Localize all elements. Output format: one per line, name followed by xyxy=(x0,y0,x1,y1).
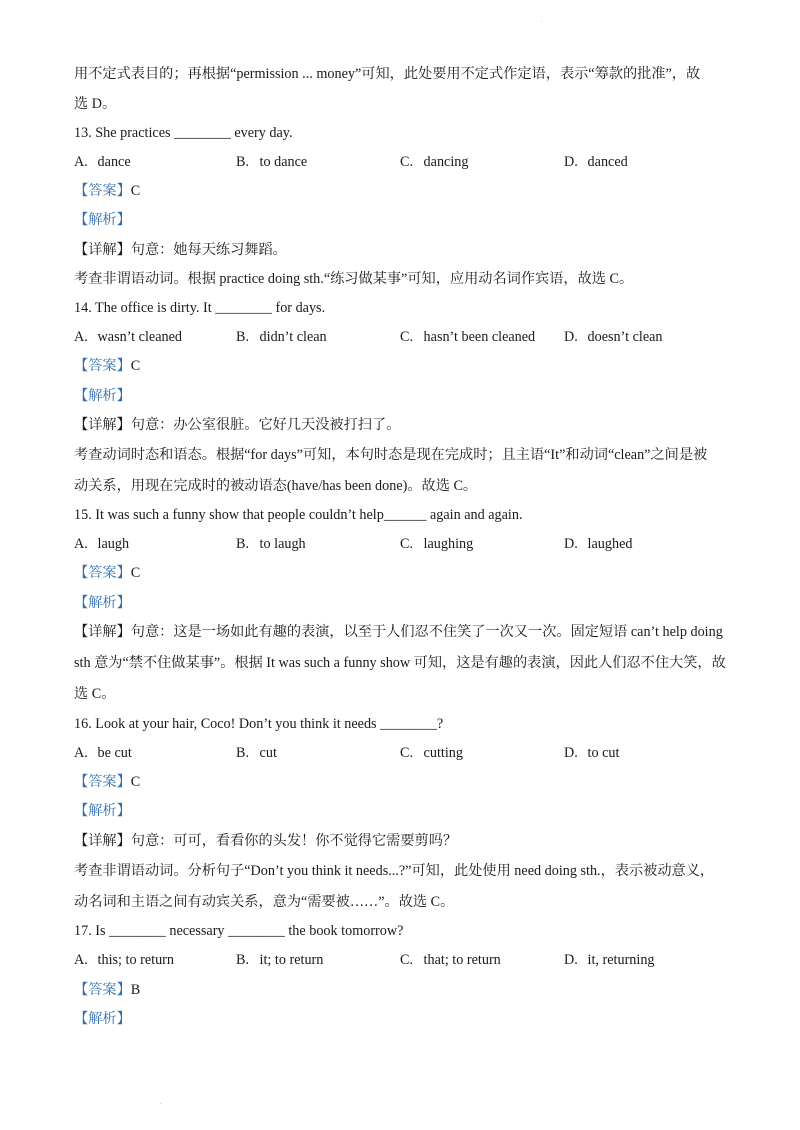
option-b: B. to laugh xyxy=(236,536,306,552)
option-c: C. cutting xyxy=(400,745,463,761)
options-row xyxy=(74,950,734,970)
option-a: A. this; to return xyxy=(74,952,174,968)
answer-line: 【答案】B xyxy=(74,982,141,998)
detail-line: 考查非谓语动词。根据 practice doing sth.“练习做某事”可知，应用动名词作宾语，故选 C。 xyxy=(74,271,634,287)
scan-dot: . xyxy=(160,1100,162,1106)
detail-line: 考查非谓语动词。分析句子“Don’t you think it needs...?”可知，此处使用 need doing sth.，表示被动意义， xyxy=(74,863,715,879)
analysis-tag: 【解析】 xyxy=(74,212,131,228)
scan-dot: . xyxy=(541,18,543,24)
option-c: C. that; to return xyxy=(400,952,501,968)
option-a: A. laugh xyxy=(74,536,130,552)
option-d: D. danced xyxy=(564,154,628,170)
question-stem: 15. It was such a funny show that people couldn’t help______ again and again. xyxy=(74,507,523,523)
option-b: B. it; to return xyxy=(236,952,324,968)
answer-line: 【答案】C xyxy=(74,774,141,790)
detail-line: 【详解】句意：这是一场如此有趣的表演，以至于人们忍不住笑了一次又一次。固定短语 can’t help doing xyxy=(74,624,723,640)
detail-line: 选 C。 xyxy=(74,686,116,702)
question-stem: 14. The office is dirty. It ________ for days. xyxy=(74,300,326,316)
question-stem: 17. Is ________ necessary ________ the book tomorrow? xyxy=(74,923,404,939)
option-c: C. dancing xyxy=(400,154,469,170)
option-d: D. laughed xyxy=(564,536,633,552)
detail-line: 【详解】句意：她每天练习舞蹈。 xyxy=(74,242,287,258)
text-line: 选 D。 xyxy=(74,96,117,112)
detail-line: 【详解】句意：办公室很脏。它好几天没被打扫了。 xyxy=(74,417,401,433)
analysis-tag: 【解析】 xyxy=(74,595,131,611)
option-d: D. to cut xyxy=(564,745,620,761)
option-d: D. doesn’t clean xyxy=(564,329,663,345)
analysis-tag: 【解析】 xyxy=(74,803,131,819)
answer-line: 【答案】C xyxy=(74,358,141,374)
option-a: A. dance xyxy=(74,154,131,170)
options-row xyxy=(74,152,734,172)
detail-line: 考查动词时态和语态。根据“for days”可知，本句时态是现在完成时；且主语“It”和动词“clean”之间是被 xyxy=(74,447,708,463)
detail-line: 【详解】句意：可可，看看你的头发！你不觉得它需要剪吗？ xyxy=(74,833,458,849)
detail-line: sth 意为“禁不住做某事”。根据 It was such a funny show 可知，这是有趣的表演，因此人们忍不住大笑，故 xyxy=(74,655,726,671)
answer-line: 【答案】C xyxy=(74,565,141,581)
analysis-tag: 【解析】 xyxy=(74,1011,131,1027)
option-b: B. to dance xyxy=(236,154,308,170)
options-row xyxy=(74,743,734,763)
option-c: C. laughing xyxy=(400,536,474,552)
option-a: A. be cut xyxy=(74,745,132,761)
option-a: A. wasn’t cleaned xyxy=(74,329,182,345)
question-stem: 13. She practices ________ every day. xyxy=(74,125,293,141)
answer-line: 【答案】C xyxy=(74,183,141,199)
question-stem: 16. Look at your hair, Coco! Don’t you think it needs ________? xyxy=(74,716,444,732)
analysis-tag: 【解析】 xyxy=(74,388,131,404)
detail-line: 动关系，用现在完成时的被动语态(have/has been done)。故选 C。 xyxy=(74,478,478,494)
options-row xyxy=(74,327,734,347)
option-c: C. hasn’t been cleaned xyxy=(400,329,536,345)
option-b: B. didn’t clean xyxy=(236,329,327,345)
text-line: 用不定式表目的；再根据“permission ... money”可知，此处要用不定式作定语，表示“筹款的批准”，故 xyxy=(74,66,701,82)
option-b: B. cut xyxy=(236,745,277,761)
options-row xyxy=(74,534,734,554)
detail-line: 动名词和主语之间有动宾关系，意为“需要被……”。故选 C。 xyxy=(74,894,455,910)
option-d: D. it, returning xyxy=(564,952,655,968)
